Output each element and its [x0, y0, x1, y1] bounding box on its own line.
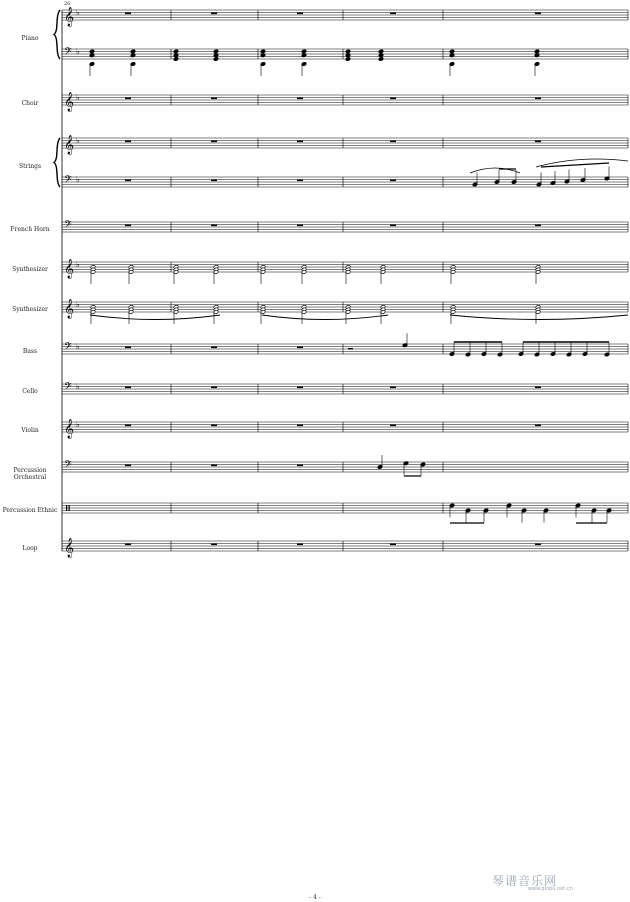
half-rest — [348, 348, 353, 349]
slur — [262, 315, 388, 320]
whole-rest — [390, 425, 396, 427]
whole-rest — [535, 387, 541, 389]
percussion-clef — [66, 505, 67, 511]
whole-rest — [125, 347, 131, 349]
piano-chord-note — [260, 49, 265, 54]
instrument-label-violin: Violin — [21, 427, 39, 434]
key-signature-flat: ♭ — [76, 342, 80, 351]
whole-rest — [297, 425, 303, 427]
treble-clef: 𝄞 — [64, 259, 75, 279]
key-signature-flat: ♭ — [76, 300, 80, 309]
piano-chord-note — [173, 57, 178, 62]
whole-rest — [125, 180, 131, 182]
whole-rest — [297, 141, 303, 143]
piano-chord-note — [534, 49, 539, 54]
key-signature-flat: ♭ — [76, 47, 80, 56]
instrument-label-loop: Loop — [22, 545, 38, 552]
piano-chord-note — [130, 53, 135, 58]
slur — [450, 315, 628, 320]
whole-rest — [535, 425, 541, 427]
watermark-url: www.qinpu.net.cn — [528, 886, 573, 892]
whole-rest — [297, 13, 303, 15]
key-signature-flat: ♭ — [76, 175, 80, 184]
whole-rest — [125, 544, 131, 546]
instrument-label-strings: Strings — [18, 163, 42, 170]
piano-chord-note — [213, 53, 218, 58]
bass-clef: 𝄢 — [64, 340, 72, 355]
key-signature-flat: ♭ — [76, 136, 80, 145]
piano-chord-note — [173, 49, 178, 54]
treble-clef: 𝄞 — [64, 135, 75, 155]
bass-clef: 𝄢 — [64, 380, 72, 395]
whole-rest — [125, 141, 131, 143]
whole-rest — [211, 544, 217, 546]
whole-rest — [390, 13, 396, 15]
piano-chord-note — [449, 53, 454, 58]
whole-rest — [297, 544, 303, 546]
whole-rest — [535, 13, 541, 15]
bass-clef: 𝄢 — [64, 458, 72, 473]
piano-chord-note — [378, 53, 383, 58]
whole-rest — [125, 98, 131, 100]
whole-rest — [535, 141, 541, 143]
watermark-logo: 琴谱音乐网 — [492, 874, 558, 888]
instrument-label-bass: Bass — [22, 348, 38, 355]
whole-rest — [211, 98, 217, 100]
whole-rest — [535, 225, 541, 227]
instrument-label-choir: Choir — [21, 100, 39, 107]
whole-rest — [390, 141, 396, 143]
whole-rest — [211, 465, 217, 467]
treble-clef: 𝄞 — [64, 92, 75, 112]
instrument-label-french-horn: French Horn — [10, 226, 50, 233]
piano-chord-note — [301, 53, 306, 58]
whole-rest — [211, 225, 217, 227]
piano-chord-note — [213, 57, 218, 62]
key-signature-flat: ♭ — [76, 8, 80, 17]
whole-rest — [125, 13, 131, 15]
piano-chord-note — [213, 49, 218, 54]
whole-rest — [390, 98, 396, 100]
piano-chord-note — [345, 53, 350, 58]
whole-rest — [390, 387, 396, 389]
whole-rest — [297, 347, 303, 349]
key-signature-flat: ♭ — [76, 93, 80, 102]
whole-rest — [390, 544, 396, 546]
whole-rest — [297, 180, 303, 182]
whole-rest — [535, 544, 541, 546]
whole-rest — [211, 180, 217, 182]
slur — [90, 315, 220, 320]
instrument-label-piano: Piano — [21, 35, 39, 42]
treble-clef: 𝄞 — [64, 419, 75, 439]
key-signature-flat: ♭ — [76, 382, 80, 391]
treble-clef: 𝄞 — [64, 538, 75, 558]
piano-chord-note — [260, 53, 265, 58]
instrument-label-synthesizer-1: Synthesizer — [12, 266, 48, 273]
piano-chord-note — [534, 53, 539, 58]
whole-rest — [390, 225, 396, 227]
piano-chord-note — [89, 49, 94, 54]
whole-rest — [125, 225, 131, 227]
whole-rest — [211, 387, 217, 389]
piano-chord-note — [449, 49, 454, 54]
percussion-clef — [69, 505, 70, 511]
piano-chord-note — [301, 49, 306, 54]
whole-rest — [297, 387, 303, 389]
piano-chord-note — [345, 57, 350, 62]
whole-rest — [211, 141, 217, 143]
whole-rest — [211, 13, 217, 15]
treble-clef: 𝄞 — [64, 7, 75, 27]
whole-rest — [297, 225, 303, 227]
piano-chord-note — [89, 53, 94, 58]
measure-number: 26 — [64, 1, 71, 7]
whole-rest — [535, 98, 541, 100]
whole-rest — [211, 347, 217, 349]
whole-rest — [125, 465, 131, 467]
piano-chord-note — [173, 53, 178, 58]
bass-clef: 𝄢 — [64, 218, 72, 233]
instrument-label-percussion-orchestral: Percussion Orchestral — [13, 467, 47, 481]
piano-chord-note — [378, 49, 383, 54]
whole-rest — [390, 180, 396, 182]
piano-chord-note — [345, 49, 350, 54]
whole-rest — [211, 425, 217, 427]
treble-clef: 𝄞 — [64, 299, 75, 319]
bass-clef: 𝄢 — [64, 173, 72, 188]
whole-rest — [125, 425, 131, 427]
key-signature-flat: ♭ — [76, 420, 80, 429]
page-number: - 4 - — [309, 894, 321, 901]
bass-clef: 𝄢 — [64, 45, 72, 60]
piano-chord-note — [130, 49, 135, 54]
instrument-label-percussion-ethnic: Percussion Ethnic — [2, 507, 58, 514]
piano-chord-note — [378, 57, 383, 62]
slur — [536, 159, 628, 167]
instrument-label-cello: Cello — [22, 388, 38, 395]
whole-rest — [297, 465, 303, 467]
key-signature-flat: ♭ — [76, 260, 80, 269]
whole-rest — [297, 98, 303, 100]
instrument-label-synthesizer-2: Synthesizer — [12, 306, 48, 313]
whole-rest — [125, 387, 131, 389]
